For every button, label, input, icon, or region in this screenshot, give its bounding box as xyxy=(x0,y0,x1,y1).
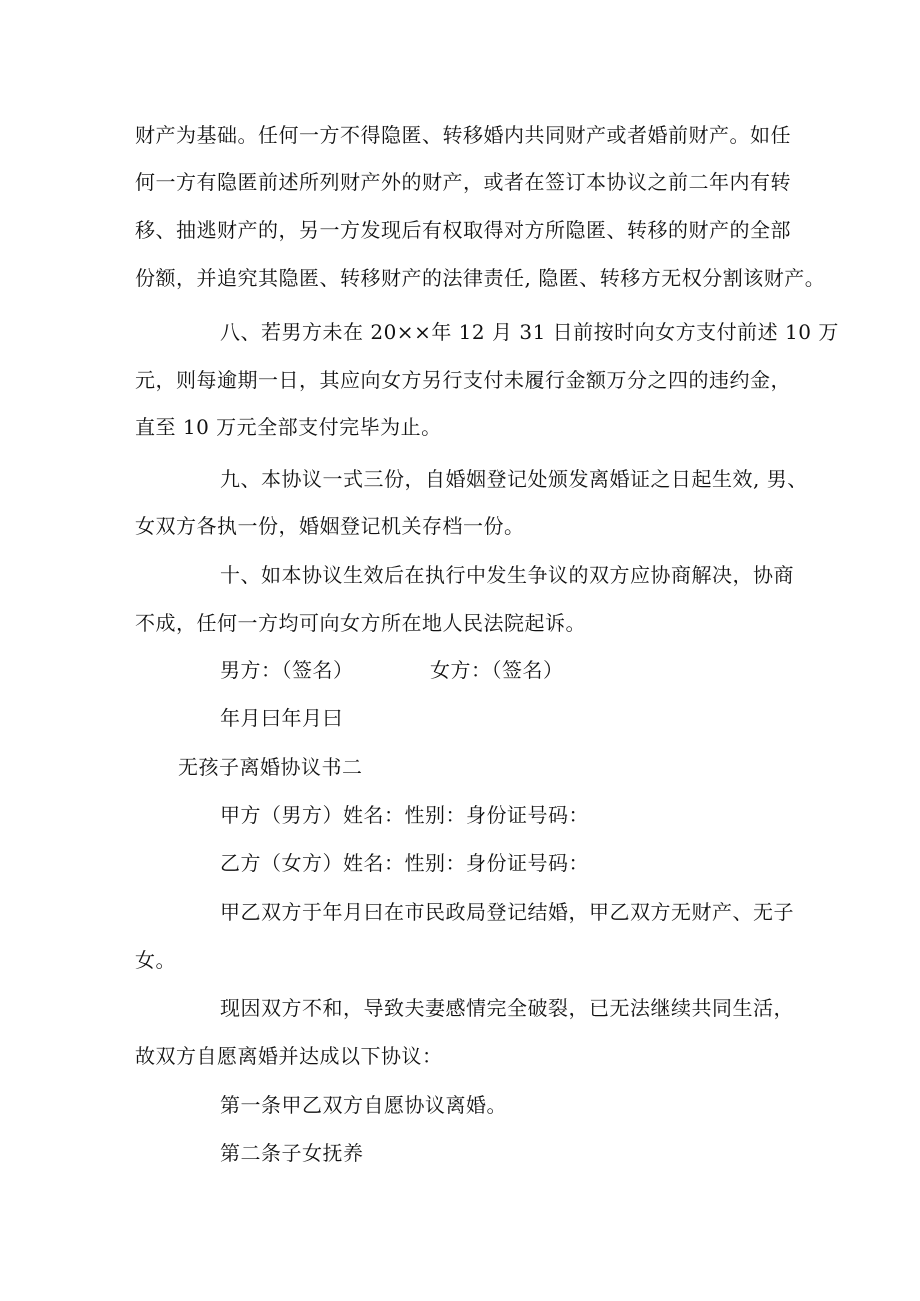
article1-line: 第一条甲乙双方自愿协议离婚。 xyxy=(220,1093,507,1117)
clause10-line-2: 不成，任何一方均可向女方所在地人民法院起诉。 xyxy=(135,611,586,635)
female-signature-label: 女方：（签名） xyxy=(430,658,564,682)
clause8-line-3: 直至 10 万元全部支付完毕为止。 xyxy=(135,415,442,439)
clause8-line-1: 八、若男方未在 20××年 12 月 31 日前按时向女方支付前述 10 万 xyxy=(220,320,839,344)
clause7-line-4: 份额，并追究其隐匿、转移财产的法律责任, 隐匿、转移方无权分割该财产。 xyxy=(135,266,826,290)
clause8-line-2: 元，则每逾期一日，其应向女方另行支付未履行金额万分之四的违约金， xyxy=(135,368,791,392)
clause9-line-2: 女双方各执一份，婚姻登记机关存档一份。 xyxy=(135,514,525,538)
reason-line-2: 故双方自愿离婚并达成以下协议： xyxy=(135,1044,443,1068)
reason-line-1: 现因双方不和，导致夫妻感情完全破裂，已无法继续共同生活， xyxy=(220,996,794,1020)
clause9-line-1: 九、本协议一式三份，自婚姻登记处颁发离婚证之日起生效, 男、 xyxy=(220,467,808,491)
clause10-line-1: 十、如本协议生效后在执行中发生争议的双方应协商解决，协商 xyxy=(220,563,794,587)
party-b-line: 乙方（女方）姓名：性别：身份证号码： xyxy=(220,851,589,875)
date-line: 年月曰年月曰 xyxy=(220,706,343,730)
party-a-line: 甲方（男方）姓名：性别：身份证号码： xyxy=(220,803,589,827)
clause7-line-1: 财产为基础。任何一方不得隐匿、转移婚内共同财产或者婚前财产。如任 xyxy=(135,123,791,147)
article2-heading: 第二条子女抚养 xyxy=(220,1141,364,1165)
male-signature-label: 男方：（签名） xyxy=(220,658,354,682)
clause7-line-2: 何一方有隐匿前述所列财产外的财产，或者在签订本协议之前二年内有转 xyxy=(135,170,791,194)
clause7-line-3: 移、抽逃财产的，另一方发现后有权取得对方所隐匿、转移的财产的全部 xyxy=(135,218,791,242)
marriage-line-1: 甲乙双方于年月曰在市民政局登记结婚，甲乙双方无财产、无子 xyxy=(220,900,794,924)
marriage-line-2: 女。 xyxy=(135,948,176,972)
agreement2-title: 无孩子离婚协议书二 xyxy=(178,755,363,779)
